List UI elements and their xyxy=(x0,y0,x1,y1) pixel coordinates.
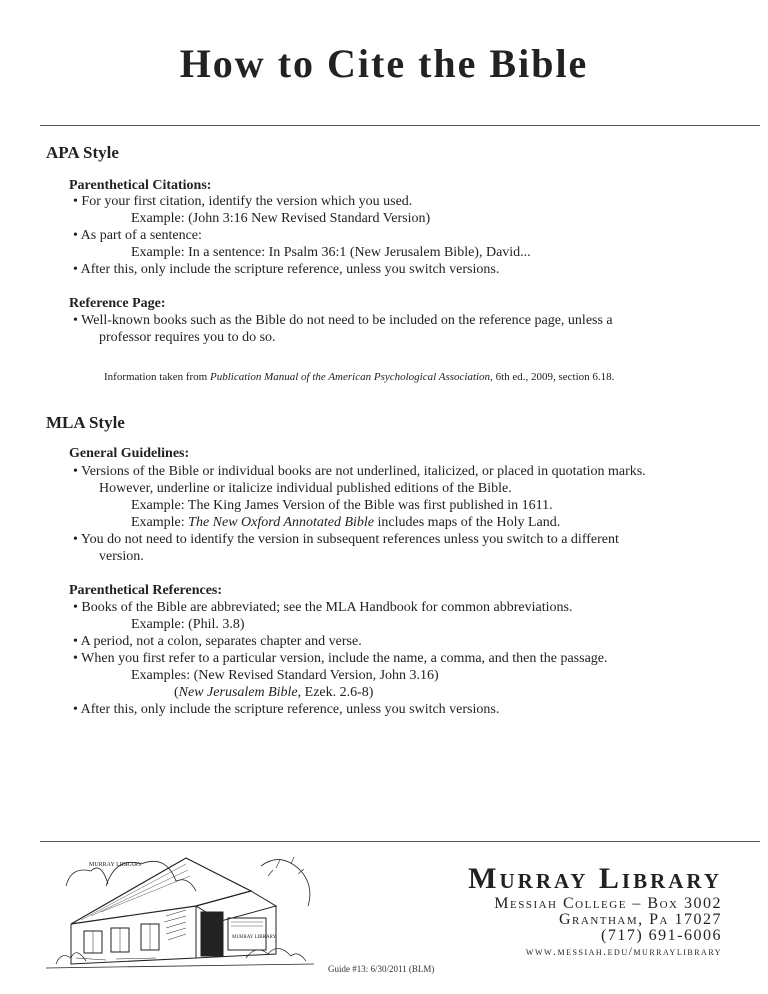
guide-id: Guide #13: 6/30/2011 (BLM) xyxy=(328,964,435,974)
apa-source-note: Information taken from Publication Manual of the American Psychological Association, 6th ed., 2009, section 6.18. xyxy=(104,371,615,383)
apa-reference-bullet: • Well-known books such as the Bible do not need to be included on the reference page, unless a xyxy=(73,313,613,328)
mla-paren-bullet-4: • After this, only include the scripture reference, unless you switch versions. xyxy=(73,702,500,717)
sketch-sign-text-2: MURRAY LIBRARY xyxy=(232,935,277,940)
title-divider xyxy=(40,125,760,126)
mla-paren-example-3: (New Jerusalem Bible, Ezek. 2.6-8) xyxy=(174,685,374,700)
mla-general-heading: General Guidelines: xyxy=(69,446,190,461)
apa-reference-heading: Reference Page: xyxy=(69,296,166,311)
footer-divider xyxy=(40,841,760,842)
mla-paren-example-2: Examples: (New Revised Standard Version, John 3.16) xyxy=(131,668,439,683)
mla-general-bullet-2-cont: version. xyxy=(99,549,144,564)
apa-bullet-2: • As part of a sentence: xyxy=(73,228,202,243)
apa-bullet-1: • For your first citation, identify the version which you used. xyxy=(73,194,413,209)
mla-general-bullet-1-cont: However, underline or italicize individual published editions of the Bible. xyxy=(99,481,512,496)
apa-bullet-3: • After this, only include the scripture reference, unless you switch versions. xyxy=(73,262,500,277)
apa-example-1: Example: (John 3:16 New Revised Standard Version) xyxy=(131,211,431,226)
mla-heading: MLA Style xyxy=(46,413,125,432)
mla-parenthetical-heading: Parenthetical References: xyxy=(69,583,223,598)
library-website-link[interactable]: www.messiah.edu/murraylibrary xyxy=(525,944,722,958)
mla-paren-bullet-3: • When you first refer to a particular version, include the name, a comma, and then the passage. xyxy=(73,651,608,666)
library-address-2: Grantham, Pa 17027 xyxy=(558,911,722,928)
mla-paren-bullet-2: • A period, not a colon, separates chapter and verse. xyxy=(73,634,362,649)
mla-general-bullet-2: • You do not need to identify the version in subsequent references unless you switch to a different xyxy=(73,532,619,547)
mla-paren-bullet-1: • Books of the Bible are abbreviated; see the MLA Handbook for common abbreviations. xyxy=(73,600,573,615)
apa-parenthetical-heading: Parenthetical Citations: xyxy=(69,178,212,193)
library-phone: (717) 691-6006 xyxy=(601,927,722,944)
mla-general-example-2: Example: The New Oxford Annotated Bible includes maps of the Holy Land. xyxy=(131,515,561,530)
page-title: How to Cite the Bible xyxy=(179,41,589,86)
apa-heading: APA Style xyxy=(46,143,119,162)
library-address-1: Messiah College – Box 3002 xyxy=(494,895,722,912)
mla-paren-example-1: Example: (Phil. 3.8) xyxy=(131,617,245,632)
apa-reference-bullet-cont: professor requires you to do so. xyxy=(99,330,276,345)
library-building-sketch xyxy=(46,846,316,971)
library-name: Murray Library xyxy=(468,862,722,895)
apa-example-2: Example: In a sentence: In Psalm 36:1 (New Jerusalem Bible), David... xyxy=(131,245,531,260)
mla-general-bullet-1: • Versions of the Bible or individual books are not underlined, italicized, or placed in quotation marks. xyxy=(73,464,646,479)
mla-general-example-1: Example: The King James Version of the Bible was first published in 1611. xyxy=(131,498,553,513)
sketch-sign-text: MURRAY LIBRARY xyxy=(89,862,143,868)
